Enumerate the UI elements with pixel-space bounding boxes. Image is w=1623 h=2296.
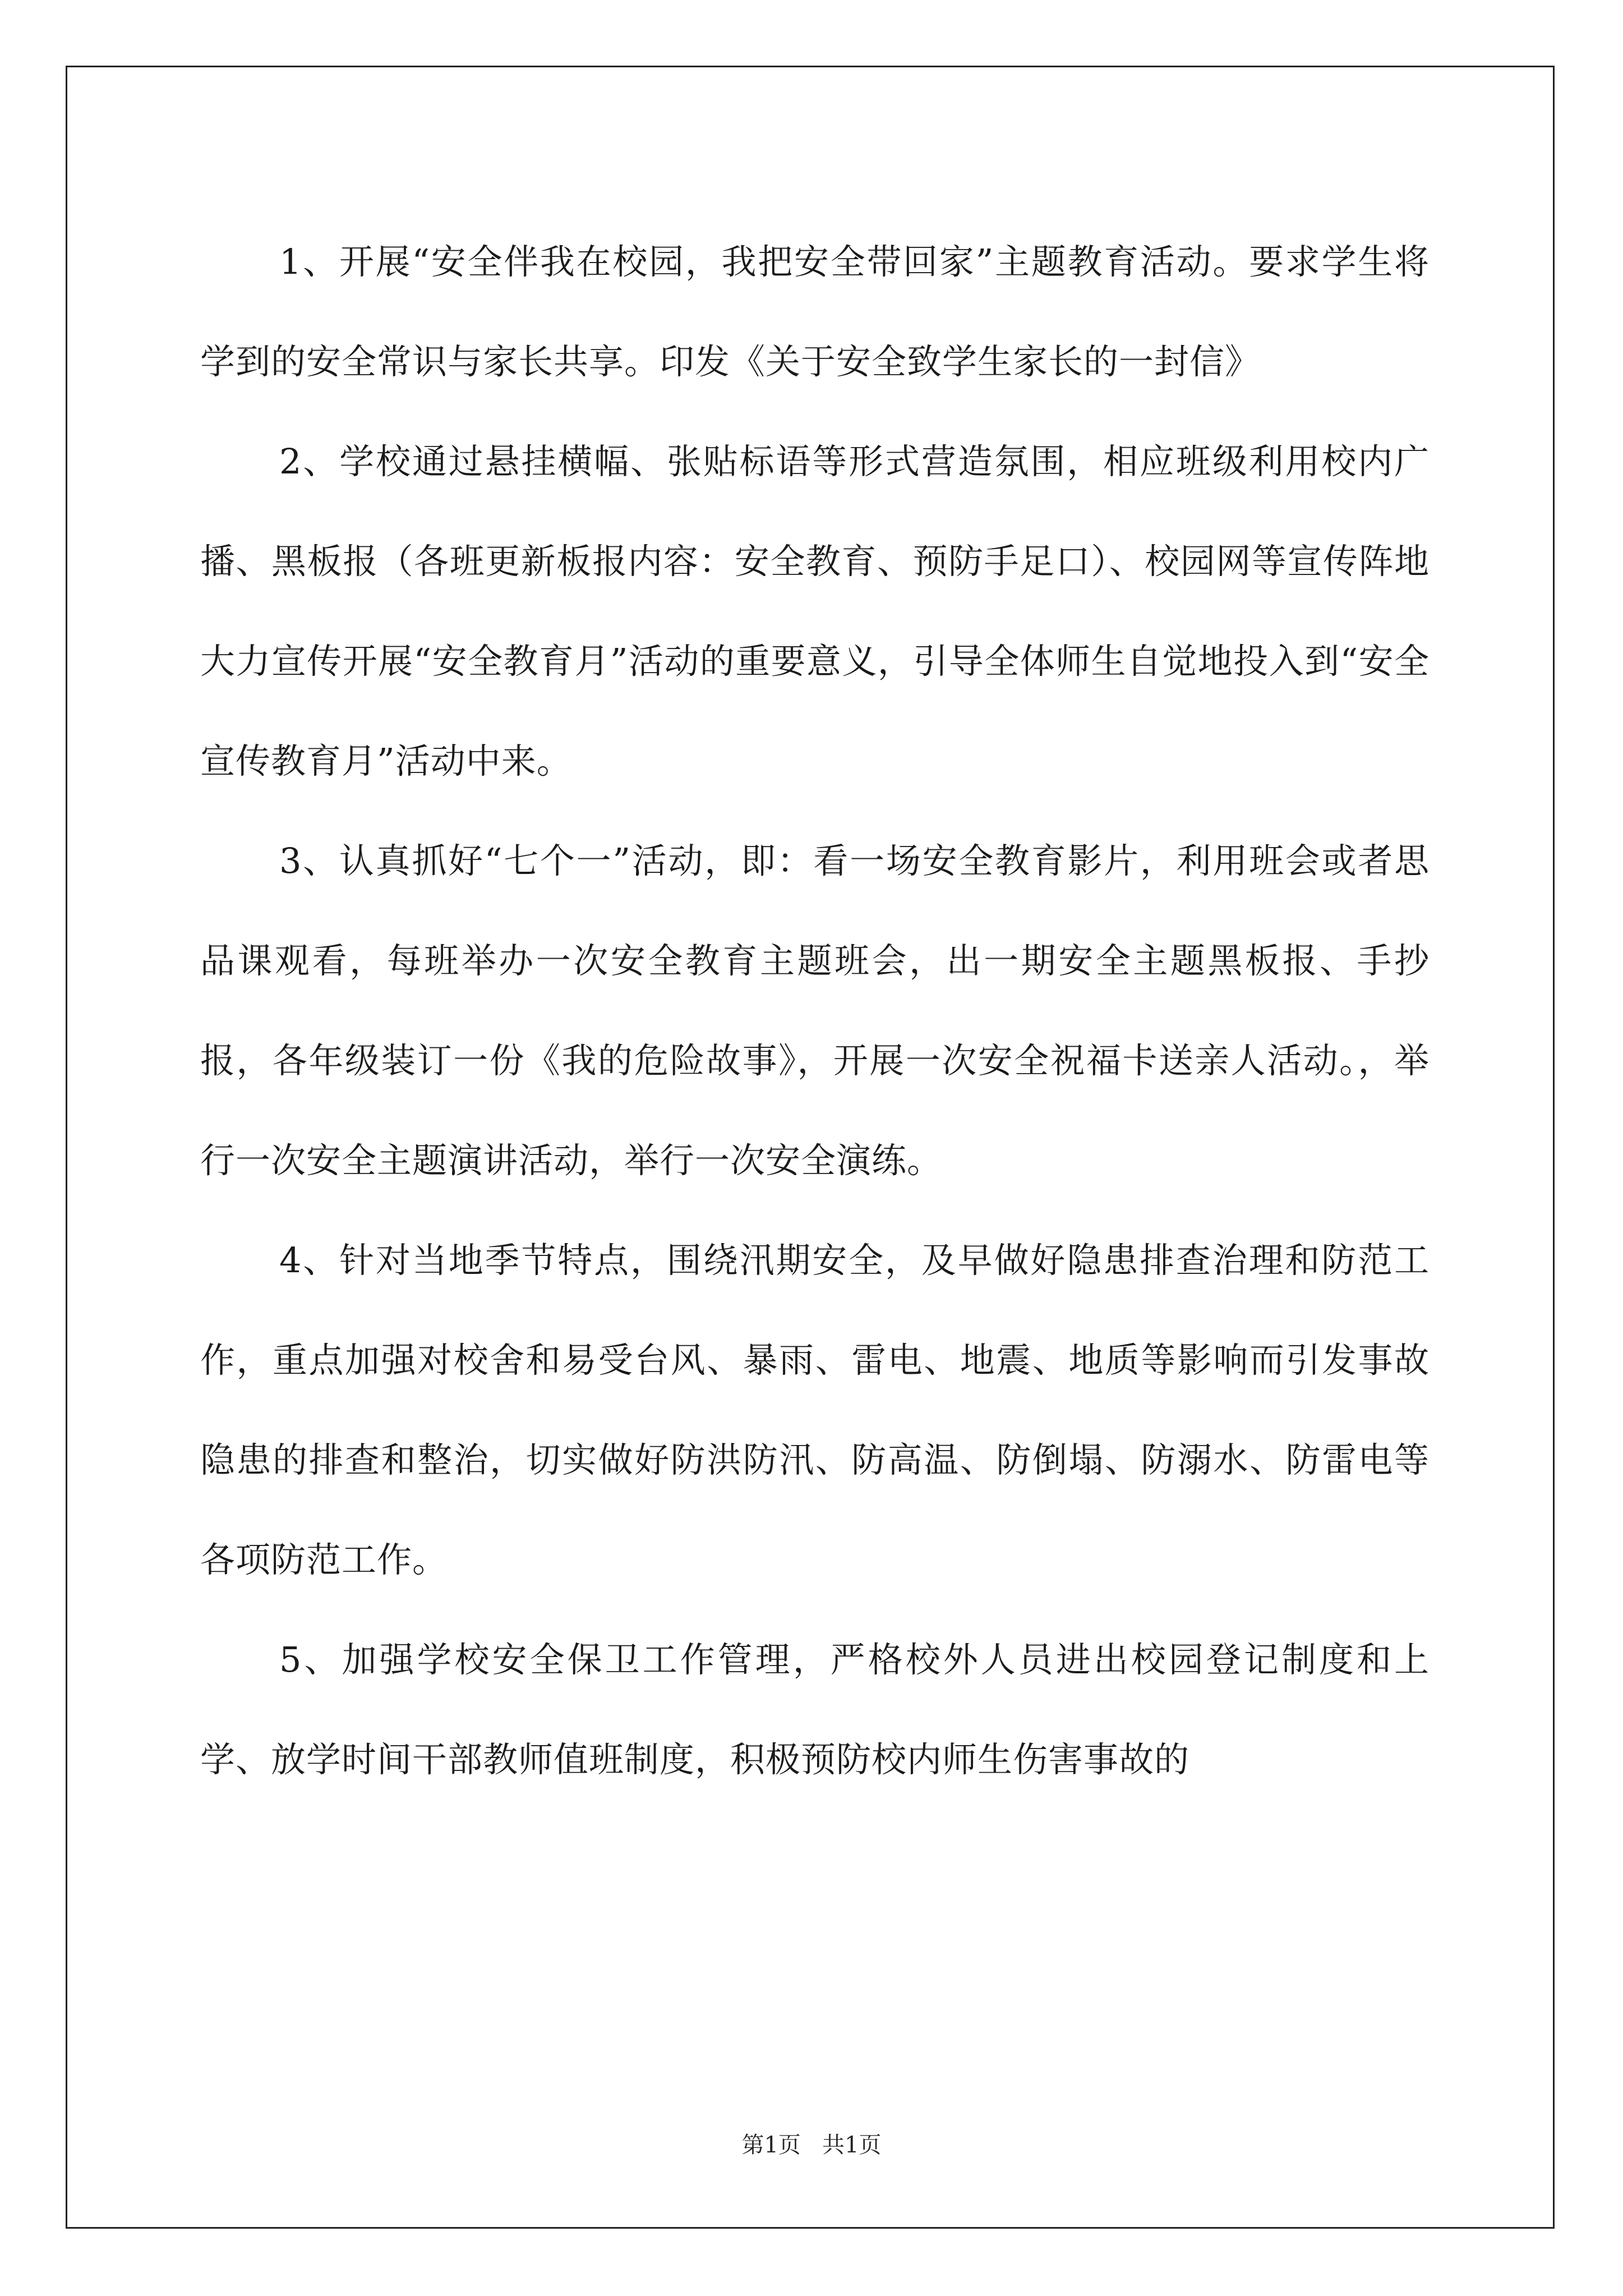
paragraph-2: 2、学校通过悬挂横幅、张贴标语等形式营造氛围，相应班级利用校内广播、黑板报（各班更新板报内容：安全教育、预防手足口）、校园网等宣传阵地大力宣传开展“安全教育月”活动的重要意义，引导全体师生自觉地投入到“安全宣传教育月”活动中来。 [200,441,1430,781]
document-body [200,212,1430,1810]
paragraph-5: 5、加强学校安全保卫工作管理，严格校外人员进出校园登记制度和上学、放学时间干部教师值班制度，积极预防校内师生伤害事故的 [200,1639,1430,1780]
page-number-footer: 第1页 共1页 [741,2132,882,2158]
paragraph-3: 3、认真抓好“七个一”活动，即：看一场安全教育影片，利用班会或者思品课观看，每班举办一次安全教育主题班会，出一期安全主题黑板报、手抄报，各年级装订一份《我的危险故事》，开展一次安全祝福卡送亲人活动。，举行一次安全主题演讲活动，举行一次安全演练。 [200,840,1430,1181]
paragraph-1: 1、开展“安全伴我在校园，我把安全带回家”主题教育活动。要求学生将学到的安全常识与家长共享。印发《关于安全致学生家长的一封信》 [200,241,1430,382]
paragraph-4: 4、针对当地季节特点，围绕汛期安全，及早做好隐患排查治理和防范工作，重点加强对校舍和易受台风、暴雨、雷电、地震、地质等影响而引发事故隐患的排查和整治，切实做好防洪防汛、防高温、防倒塌、防溺水、防雷电等各项防范工作。 [200,1240,1430,1580]
